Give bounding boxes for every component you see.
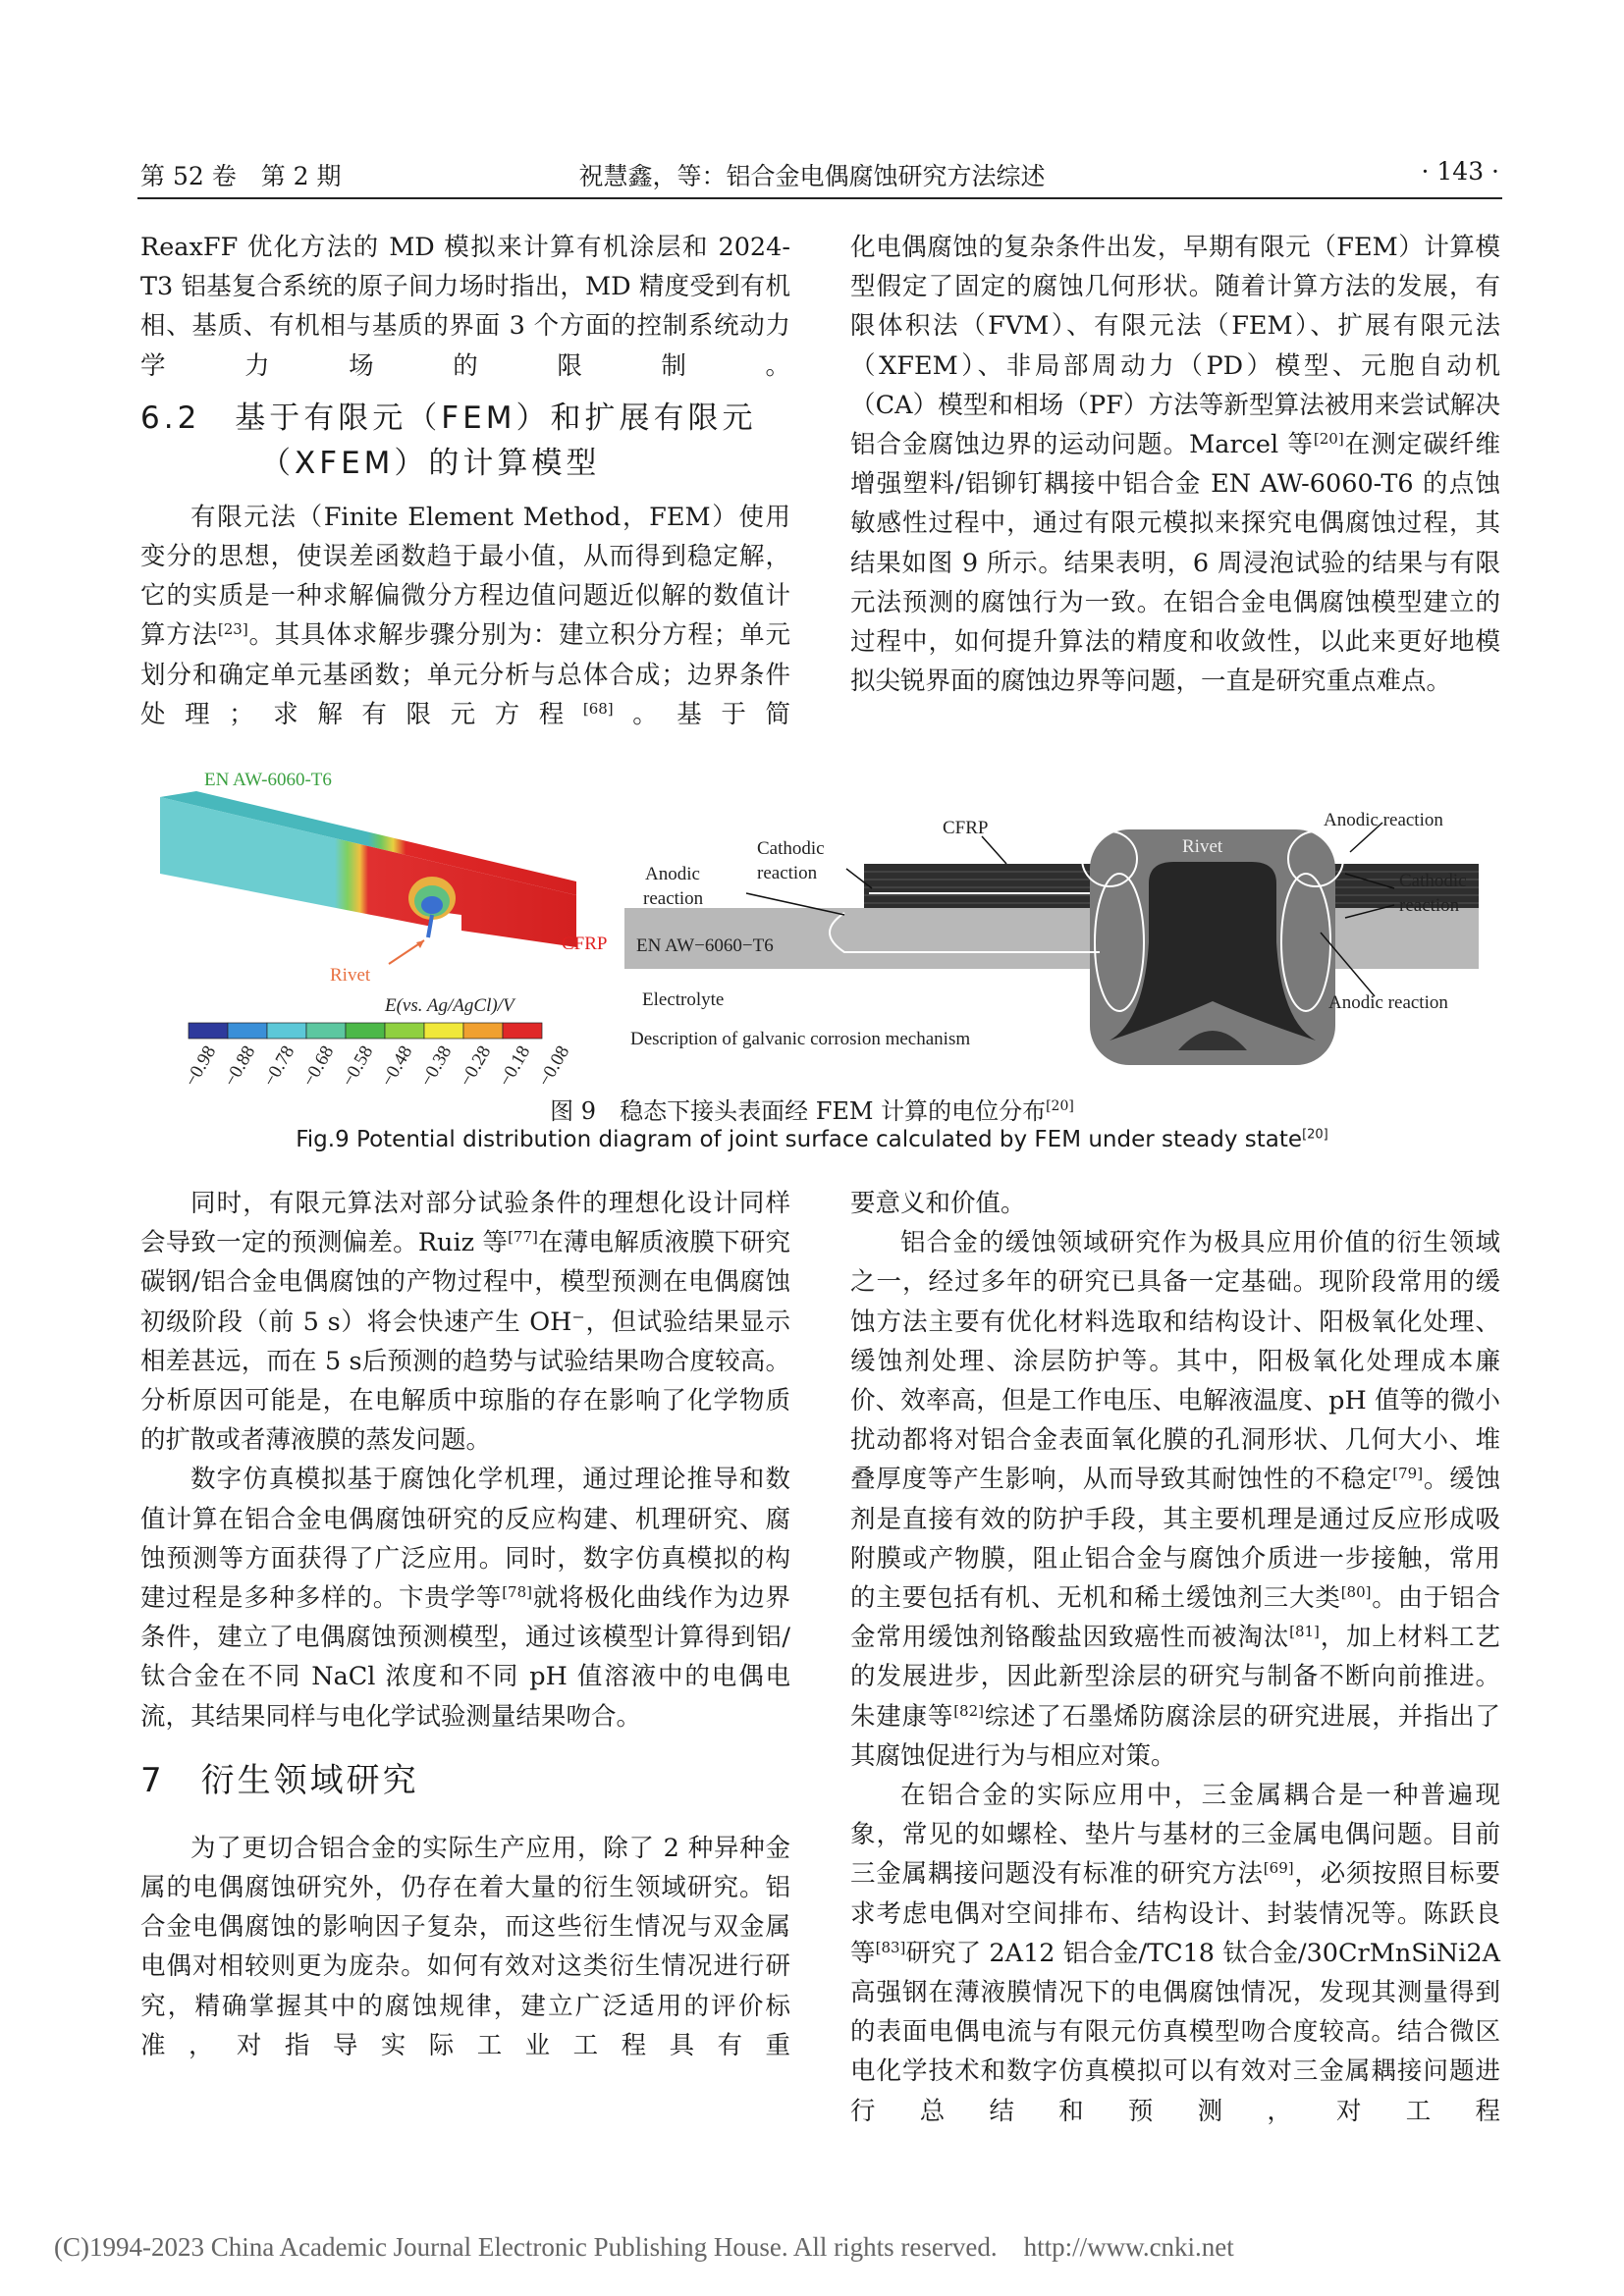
running-title: 祝慧鑫，等：铝合金电偶腐蚀研究方法综述 <box>578 162 1046 190</box>
text-run: 研究了 2A12 铝合金/TC18 钛合金/30CrMnSiNi2A 高强钢在薄液膜情况下的电偶腐蚀情况，发现其测量得到的表面电偶电流与有限元仿真模型吻合度较高。结合微区电化学技术和数字仿真模拟可以有效对三金属耦接问题进行总结和预测，对工程 <box>850 1938 1500 2126</box>
colorbar-swatch <box>463 1023 503 1039</box>
colorbar-tick-label: −0.08 <box>534 1041 574 1090</box>
subsection-heading <box>140 396 790 486</box>
header-rule <box>137 197 1502 199</box>
fem-model <box>160 770 607 1090</box>
label-cathodic-left-2: reaction <box>757 863 818 883</box>
paragraph <box>850 228 1500 701</box>
paragraph <box>850 1184 1500 1223</box>
text-run: （XFEM）的计算模型 <box>260 445 601 481</box>
text-run: 化电偶腐蚀的复杂条件出发，早期有限元（FEM）计算模型假定了固定的腐蚀几何形状。随着计算方法的发展，有限体积法（FVM）、有限元法（FEM）、扩展有限元法（XFEM）、非局部周动力（PD）模型、元胞自动机（CA）模型和相场（PF）方法等新型算法被用来尝试解决铝合金腐蚀边界的运动问题。Marcel 等 <box>850 233 1500 460</box>
colorbar-tick-label: −0.78 <box>259 1041 299 1090</box>
right-column-top <box>850 228 1500 701</box>
paragraph <box>850 1223 1500 1776</box>
colorbar-tick-label: −0.98 <box>181 1041 221 1090</box>
text-run: 。缓蚀剂是直接有效的防护手段，其主要机理是通过反应形成吸附膜或产物膜，阻止铝合金与腐蚀介质进一步接触，常用的主要包括有机、无机和稀土缓蚀剂三大类 <box>850 1465 1500 1614</box>
citation-ref: [69] <box>1263 1859 1294 1878</box>
copyright-footer: (C)1994-2023 China Academic Journal Electronic Publishing House. All rights reserved. http://www.cnki.net <box>54 2232 1234 2262</box>
citation-ref: [82] <box>953 1701 984 1720</box>
caption-cn-text: 图 9 稳态下接头表面经 FEM 计算的电位分布 <box>550 1097 1047 1125</box>
section-heading <box>140 1756 790 1805</box>
text-run: ReaxFF 优化方法的 MD 模拟来计算有机涂层和 2024-T3 铝基复合系统的原子间力场时指出，MD 精度受到有机相、基质、有机相与基质的界面 3 个方面的控制系统动力学力场的限制。 <box>140 233 790 381</box>
colorbar-swatch <box>424 1023 463 1039</box>
caption-en-ref: [20] <box>1302 1127 1328 1143</box>
caption-cn-ref: [20] <box>1046 1098 1074 1114</box>
text-run: 。其具体求解步骤分别为：建立积分方程；单元划分和确定单元基函数；单元分析与总体合成；边界条件处理；求解有限元方程 <box>140 620 790 729</box>
text-run: ，必须按照目标要求考虑电偶对空间排布、结构设计、封装情况等。陈跃良等 <box>850 1859 1500 1968</box>
text-run: 在铝合金的实际应用中，三金属耦合是一种普遍现象，常见的如螺栓、垫片与基材的三金属电偶问题。目前三金属耦接问题没有标准的研究方法 <box>850 1781 1500 1890</box>
left-column-bottom <box>140 1184 790 2065</box>
colorbar-tick-label: −0.88 <box>220 1041 260 1090</box>
label-rivet: Rivet <box>330 965 371 986</box>
label-cathodic-left: Cathodic <box>757 838 825 859</box>
paragraph <box>140 228 790 386</box>
colorbar-tick-label: −0.58 <box>338 1041 378 1090</box>
text-run: 。基于简 <box>613 699 790 729</box>
text-run: 就将极化曲线作为边界条件，建立了电偶腐蚀预测模型，通过该模型计算得到铝/钛合金在不同 NaCl 浓度和不同 pH 值溶液中的电偶电流，其结果同样与电化学试验测量结果吻合。 <box>140 1583 790 1732</box>
citation-ref: [68] <box>582 699 614 718</box>
citation-ref: [79] <box>1392 1465 1424 1483</box>
text-run: 有限元法（Finite Element Method，FEM）使用变分的思想，使误差函数趋于最小值，从而得到稳定解，它的实质是一种求解偏微分方程边值问题近似解的数值计算方法 <box>140 502 790 651</box>
colorbar-tick-label: −0.68 <box>298 1041 339 1090</box>
text-run: 数字仿真模拟基于腐蚀化学机理，通过理论推导和数值计算在铝合金电偶腐蚀研究的反应构建、机理研究、腐蚀预测等方面获得了广泛应用。同时，数字仿真模拟的构建过程是多种多样的。卞贵学等 <box>140 1465 790 1614</box>
text-run: 同时，有限元算法对部分试验条件的理想化设计同样会导致一定的预测偏差。Ruiz 等 <box>140 1189 790 1258</box>
colorbar-tick-label: −0.48 <box>377 1041 417 1090</box>
colorbar-swatch <box>503 1023 542 1039</box>
right-column-bottom <box>850 1184 1500 2131</box>
page-number: · 143 · <box>1421 157 1499 186</box>
citation-ref: [81] <box>1289 1623 1320 1641</box>
paragraph <box>140 1184 790 1460</box>
citation-ref: [23] <box>217 620 248 639</box>
colorbar-swatch <box>385 1023 424 1039</box>
paragraph <box>140 1460 790 1735</box>
label-anodic-top-right: Anodic reaction <box>1324 810 1443 830</box>
citation-ref: [20] <box>1313 430 1344 449</box>
colorbar-swatch <box>267 1023 306 1039</box>
text-run: 7 衍生领域研究 <box>140 1760 419 1800</box>
text-run: 综述了石墨烯防腐涂层的研究进展，并指出了其腐蚀促进行为与相应对策。 <box>850 1701 1500 1771</box>
label-electrolyte: Electrolyte <box>642 989 725 1010</box>
label-cathodic-right: Cathodic <box>1399 871 1467 891</box>
text-run: 在薄电解质液膜下研究碳钢/铝合金电偶腐蚀的产物过程中，模型预测在电偶腐蚀初级阶段（前 5 s）将会快速产生 OH⁻，但试验结果显示相差甚远，而在 5 s后预测的趋势与试验结果吻合度较高。分析原因可能是，在电解质中琼脂的存在影响了化学物质的扩散或者薄液膜的蒸发问题。 <box>140 1228 790 1456</box>
label-alloy: EN AW-6060-T6 <box>204 770 332 790</box>
colorbar <box>181 1023 573 1090</box>
paragraph <box>850 1776 1500 2131</box>
colorbar-title: E(vs. Ag/AgCl)/V <box>385 995 514 1016</box>
colorbar-swatch <box>189 1023 228 1039</box>
citation-ref: [78] <box>502 1583 532 1602</box>
label-alloy-right: EN AW−6060−T6 <box>636 935 774 956</box>
colorbar-swatch <box>346 1023 385 1039</box>
label-description: Description of galvanic corrosion mechanism <box>630 1029 971 1049</box>
label-anodic-bottom-right: Anodic reaction <box>1328 992 1448 1013</box>
colorbar-tick-label: −0.28 <box>456 1041 496 1090</box>
mechanism-diagram <box>624 810 1479 1065</box>
left-column-top <box>140 228 790 734</box>
text-run: 在测定碳纤维增强塑料/铝铆钉耦接中铝合金 EN AW-6060-T6 的点蚀敏感性过程中，通过有限元模拟来探究电偶腐蚀过程，其结果如图 9 所示。结果表明，6 周浸泡试验的结果与有限元法预测的腐蚀行为一致。在铝合金电偶腐蚀模型建立的过程中，如何提升算法的精度和收敛性，以此来更好地模拟尖锐界面的腐蚀边界等问题，一直是研究重点难点。 <box>850 430 1500 697</box>
label-rivet-right: Rivet <box>1182 836 1223 857</box>
label-cfrp: CFRP <box>562 934 608 954</box>
text-run: 为了更切合铝合金的实际生产应用，除了 2 种异种金属的电偶腐蚀研究外，仍存在着大量的衍生领域研究。铝合金电偶腐蚀的影响因子复杂，而这些衍生情况与双金属电偶对相较则更为庞杂。如何有效对这类衍生情况进行研究，精确掌握其中的腐蚀规律，建立广泛适用的评价标准，对指导实际工业工程具有重 <box>140 1833 790 2060</box>
colorbar-swatch <box>228 1023 267 1039</box>
citation-ref: [83] <box>875 1938 906 1956</box>
label-anodic-left-2: reaction <box>643 888 704 909</box>
citation-ref: [77] <box>508 1228 538 1247</box>
colorbar-swatch <box>306 1023 346 1039</box>
label-anodic-left: Anodic <box>645 864 700 884</box>
text-run: 要意义和价值。 <box>850 1189 1026 1218</box>
colorbar-tick-label: −0.38 <box>416 1041 457 1090</box>
label-cathodic-right-2: reaction <box>1399 895 1460 916</box>
colorbar-tick-label: −0.18 <box>495 1041 535 1090</box>
text-run: ，加上材料工艺的发展进步，因此新型涂层的研究与制备不断向前推进。朱建康等 <box>850 1623 1500 1732</box>
paragraph <box>140 498 790 734</box>
citation-ref: [80] <box>1340 1583 1372 1602</box>
journal-volume-issue: 第 52 卷 第 2 期 <box>140 162 342 190</box>
caption-en-text: Fig.9 Potential distribution diagram of joint surface calculated by FEM under steady state <box>296 1127 1303 1152</box>
text-run: 。由于铝合金常用缓蚀剂铬酸盐因致癌性而被淘汰 <box>850 1583 1500 1653</box>
figure-caption-en <box>0 1127 1624 1152</box>
figure-9 <box>0 756 1624 1090</box>
paragraph <box>140 1829 790 2065</box>
text-run: 铝合金的缓蚀领域研究作为极具应用价值的衍生领域之一，经过多年的研究已具备一定基础。现阶段常用的缓蚀方法主要有优化材料选取和结构设计、阳极氧化处理、缓蚀剂处理、涂层防护等。其中，阳极氧化处理成本廉价、效率高，但是工作电压、电解液温度、pH 值等的微小扰动都将对铝合金表面氧化膜的孔洞形状、几何大小、堆叠厚度等产生影响，从而导致其耐蚀性的不稳定 <box>850 1228 1500 1495</box>
label-cfrp-right: CFRP <box>943 818 989 838</box>
text-run: 6.2 基于有限元（FEM）和扩展有限元 <box>140 400 757 436</box>
figure-caption-cn <box>0 1092 1624 1126</box>
